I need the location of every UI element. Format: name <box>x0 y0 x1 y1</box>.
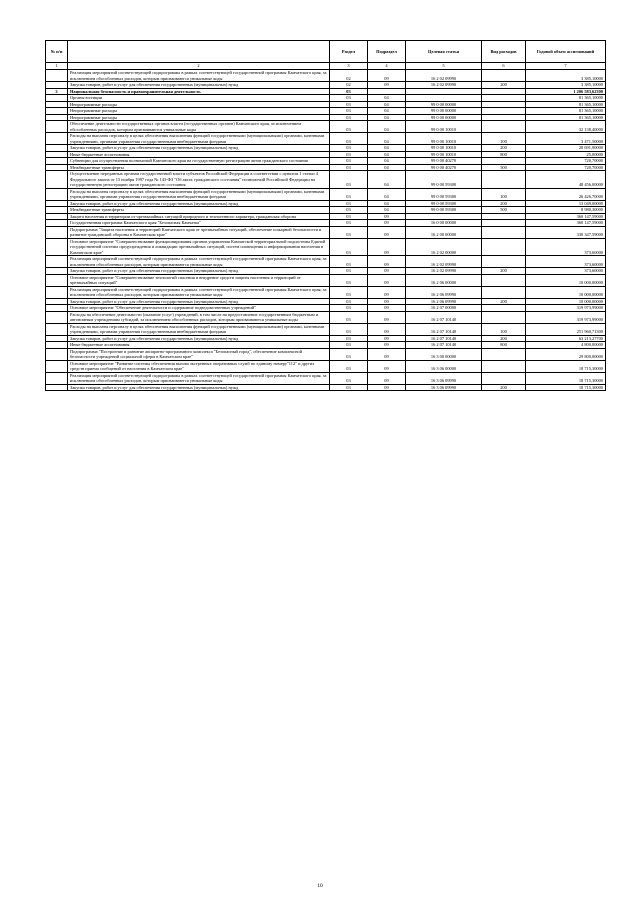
row-amount-cell: 360 147,59000 <box>526 213 606 220</box>
row-number-cell: 3 <box>46 88 68 95</box>
row-subsection-cell: 04 <box>368 101 406 108</box>
row-name-cell: Непрограммные расходы <box>68 114 330 121</box>
row-section-cell: 02 <box>330 70 368 82</box>
budget-table-sheet <box>45 40 605 391</box>
row-name-cell: Закупка товаров, работ и услуг для обеспечения государственных (муниципальных) нужд <box>68 145 330 152</box>
row-target-item-cell: 16 2 06 00000 <box>406 274 482 286</box>
table-row <box>46 70 606 82</box>
row-expense-type-cell <box>482 286 526 298</box>
row-target-item-cell: 99 0 00 00000 <box>406 101 482 108</box>
row-section-cell: 03 <box>330 342 368 349</box>
table-row <box>46 384 606 391</box>
row-subsection-cell: 04 <box>368 151 406 158</box>
row-expense-type-cell: 200 <box>482 298 526 305</box>
row-amount-cell: 63 213,27700 <box>526 335 606 342</box>
row-section-cell: 03 <box>330 384 368 391</box>
row-subsection-cell: 09 <box>368 311 406 323</box>
row-number-cell <box>46 121 68 133</box>
row-amount-cell: 81 365,10000 <box>526 101 606 108</box>
row-number-cell <box>46 348 68 360</box>
row-section-cell: 02 <box>330 82 368 89</box>
row-target-item-cell: 16 2 06 09990 <box>406 286 482 298</box>
row-subsection-cell: 04 <box>368 114 406 121</box>
row-expense-type-cell <box>482 360 526 372</box>
row-expense-type-cell: 100 <box>482 133 526 145</box>
row-amount-cell: 81 365,10000 <box>526 95 606 102</box>
row-expense-type-cell: 500 <box>482 207 526 214</box>
table-header-row <box>46 41 606 63</box>
row-target-item-cell: 16 3 06 09990 <box>406 384 482 391</box>
row-expense-type-cell <box>482 311 526 323</box>
row-subsection-cell: 04 <box>368 121 406 133</box>
row-number-cell <box>46 171 68 189</box>
row-section-cell: 03 <box>330 133 368 145</box>
row-amount-cell: 373,60000 <box>526 238 606 256</box>
row-expense-type-cell: 200 <box>482 200 526 207</box>
table-row <box>46 226 606 238</box>
row-name-cell: Обеспечение деятельности государственных органов власти (государственных органов) Камчатского края, за исключением обособленных расходов, которым присваиваются уникальные коды <box>68 121 330 133</box>
row-section-cell: 03 <box>330 305 368 312</box>
row-expense-type-cell: 200 <box>482 335 526 342</box>
page-number: 10 <box>317 883 323 889</box>
column-number: 7 <box>526 63 606 70</box>
row-section-cell: 03 <box>330 238 368 256</box>
row-subsection-cell: 04 <box>368 158 406 165</box>
row-expense-type-cell: 100 <box>482 188 526 200</box>
row-section-cell: 03 <box>330 311 368 323</box>
row-name-cell: Расходы на обеспечение деятельности (оказание услуг) учреждений, в том числе на предоставление государственным бюджетным и автономным учреждениям субсидий, за исключением обособленных расходов, которым присваиваются уникальные коды <box>68 311 330 323</box>
row-amount-cell: 3 385,10000 <box>526 82 606 89</box>
row-subsection-cell: 09 <box>368 323 406 335</box>
table-row <box>46 360 606 372</box>
row-amount-cell: 18 715,30000 <box>526 360 606 372</box>
row-expense-type-cell: 200 <box>482 82 526 89</box>
row-section-cell: 03 <box>330 121 368 133</box>
row-name-cell: Государственная программа Камчатского края "Безопасная Камчатка" <box>68 220 330 227</box>
row-section-cell: 03 <box>330 323 368 335</box>
row-amount-cell: 373,60000 <box>526 268 606 275</box>
row-expense-type-cell <box>482 348 526 360</box>
row-name-cell: Расходы на выплаты персоналу в целях обеспечения выполнения функций государственными (муниципальными) органами, казенными учреждениями, органами управления государственными внебюджетными фондами <box>68 133 330 145</box>
row-target-item-cell: 16 2 02 09990 <box>406 70 482 82</box>
row-name-cell: Подпрограмма "Построение и развитие аппаратно-программного комплекса "Безопасный город", обеспечение комплексной безопасности учреждений социальной сферы в Камчатском крае" <box>68 348 330 360</box>
row-target-item-cell: 99 0 00 40270 <box>406 158 482 165</box>
row-name-cell: Расходы на выплаты персоналу в целях обеспечения выполнения функций государственными (муниципальными) органами, казенными учреждениями, органами управления государственными внебюджетными фондами <box>68 323 330 335</box>
column-number: 2 <box>68 63 330 70</box>
row-name-cell: Национальная безопасность и правоохранительная деятельность <box>68 88 330 95</box>
row-amount-cell: 4 800,00000 <box>526 342 606 349</box>
row-subsection-cell: 04 <box>368 164 406 171</box>
row-section-cell: 03 <box>330 171 368 189</box>
row-amount-cell: 319 973,99000 <box>526 305 606 312</box>
row-target-item-cell: 16 2 07 00000 <box>406 305 482 312</box>
row-target-item-cell: 99 0 00 40270 <box>406 164 482 171</box>
row-subsection-cell: 04 <box>368 108 406 115</box>
row-amount-cell: 3 385,10000 <box>526 70 606 82</box>
row-subsection-cell: 09 <box>368 305 406 312</box>
row-subsection-cell: 09 <box>368 360 406 372</box>
row-name-cell: Защита населения и территории от чрезвычайных ситуаций природного и техногенного характера, гражданская оборона <box>68 213 330 220</box>
row-amount-cell: 330 347,59000 <box>526 226 606 238</box>
row-expense-type-cell <box>482 171 526 189</box>
row-target-item-cell: 16 2 02 09990 <box>406 82 482 89</box>
row-amount-cell: 319 973,99000 <box>526 311 606 323</box>
table-row <box>46 188 606 200</box>
row-name-cell: Реализация мероприятий соответствующей подпрограммы в рамках соответствующей государственной программы Камчатского края, за исключением обособленных расходов, которым присваиваются уникальные коды <box>68 372 330 384</box>
row-section-cell: 03 <box>330 200 368 207</box>
row-target-item-cell: 99 0 00 59300 <box>406 171 482 189</box>
row-name-cell: Основное мероприятие "Совершенствование функционирования органов управления Камчатской территориальной подсистемы Единой государственной системы предупреждения и ликвидации чрезвычайных ситуаций, систем оповещения и информирования населения в Камчатском крае" <box>68 238 330 256</box>
row-number-cell <box>46 311 68 323</box>
row-expense-type-cell <box>482 238 526 256</box>
row-name-cell: Органы юстиции <box>68 95 330 102</box>
row-number-cell <box>46 226 68 238</box>
row-expense-type-cell <box>482 372 526 384</box>
row-name-cell: Межбюджетные трансферты <box>68 207 330 214</box>
column-header: Целевая статья <box>406 41 482 63</box>
row-number-cell <box>46 323 68 335</box>
row-amount-cell: 10 000,00000 <box>526 286 606 298</box>
row-name-cell: Основное мероприятие "Обеспечение деятельности и содержание подведомственных учреждений" <box>68 305 330 312</box>
row-amount-cell: 81 365,10000 <box>526 114 606 121</box>
row-subsection-cell: 09 <box>368 256 406 268</box>
row-subsection-cell: 09 <box>368 298 406 305</box>
row-subsection-cell: 04 <box>368 133 406 145</box>
row-amount-cell: 10 000,00000 <box>526 274 606 286</box>
row-subsection-cell: 09 <box>368 274 406 286</box>
column-header: Подраздел <box>368 41 406 63</box>
row-section-cell: 03 <box>330 220 368 227</box>
column-header: Годовой объем ассигнований <box>526 41 606 63</box>
row-target-item-cell: 99 0 00 10010 <box>406 145 482 152</box>
row-amount-cell: 26 426,70000 <box>526 188 606 200</box>
row-section-cell: 03 <box>330 372 368 384</box>
row-section-cell: 03 <box>330 108 368 115</box>
table-row <box>46 311 606 323</box>
row-amount-cell: 373,60000 <box>526 256 606 268</box>
row-name-cell: Непрограммные расходы <box>68 108 330 115</box>
row-subsection-cell: 04 <box>368 171 406 189</box>
row-name-cell: Расходы на выплаты персоналу в целях обеспечения выполнения функций государственными (муниципальными) органами, казенными учреждениями, органами управления государственными внебюджетными фондами <box>68 188 330 200</box>
row-name-cell: Осуществление переданных органам государственной власти субъектов Российской Федерации в соответствии с пунктом 1 статьи 4 Федерального закона от 15 ноября 1997 года № 143-ФЗ "Об актах гражданского состояния" полномочий Российской Федерации на государственную регистрацию актов гражданского состояния <box>68 171 330 189</box>
row-number-cell <box>46 133 68 145</box>
row-name-cell: Подпрограмма "Защита населения и территорий Камчатского края от чрезвычайных ситуаций, обеспечение пожарной безопасности и развитие гражданской обороны в Камчатском крае" <box>68 226 330 238</box>
row-target-item-cell: 99 0 00 59300 <box>406 200 482 207</box>
row-subsection-cell: 09 <box>368 384 406 391</box>
table-row <box>46 238 606 256</box>
row-section-cell: 03 <box>330 360 368 372</box>
row-expense-type-cell: 500 <box>482 164 526 171</box>
table-row <box>46 348 606 360</box>
row-amount-cell: 10 000,00000 <box>526 298 606 305</box>
row-subsection-cell: 04 <box>368 200 406 207</box>
row-target-item-cell: 16 2 07 10140 <box>406 311 482 323</box>
row-number-cell <box>46 238 68 256</box>
row-section-cell: 03 <box>330 207 368 214</box>
row-target-item-cell: 99 0 00 00000 <box>406 108 482 115</box>
column-number: 4 <box>368 63 406 70</box>
row-amount-cell: 360 147,59000 <box>526 220 606 227</box>
row-section-cell: 03 <box>330 274 368 286</box>
row-section-cell: 03 <box>330 213 368 220</box>
row-expense-type-cell <box>482 256 526 268</box>
row-section-cell: 03 <box>330 101 368 108</box>
row-expense-type-cell <box>482 70 526 82</box>
table-row <box>46 121 606 133</box>
row-amount-cell: 3 471,50000 <box>526 133 606 145</box>
row-expense-type-cell <box>482 226 526 238</box>
row-amount-cell: 32 138,40000 <box>526 121 606 133</box>
table-row <box>46 286 606 298</box>
row-amount-cell: 8 980,30000 <box>526 207 606 214</box>
row-subsection-cell: 09 <box>368 238 406 256</box>
row-expense-type-cell <box>482 121 526 133</box>
column-number: 5 <box>406 63 482 70</box>
row-name-cell: Закупка товаров, работ и услуг для обеспечения государственных (муниципальных) нужд <box>68 298 330 305</box>
column-number-row <box>46 63 606 70</box>
row-amount-cell: 28 691,90000 <box>526 145 606 152</box>
row-target-item-cell: 16 3 06 00000 <box>406 360 482 372</box>
row-amount-cell: 29 800,00000 <box>526 348 606 360</box>
row-subsection-cell: 04 <box>368 145 406 152</box>
row-name-cell: Закупка товаров, работ и услуг для обеспечения государственных (муниципальных) нужд <box>68 268 330 275</box>
row-number-cell <box>46 274 68 286</box>
row-expense-type-cell: 800 <box>482 151 526 158</box>
row-subsection-cell: 09 <box>368 70 406 82</box>
row-name-cell: Закупка товаров, работ и услуг для обеспечения государственных (муниципальных) нужд <box>68 200 330 207</box>
row-subsection-cell: 04 <box>368 207 406 214</box>
column-number: 3 <box>330 63 368 70</box>
table-body <box>46 70 606 391</box>
row-target-item-cell: 16 3 00 00000 <box>406 348 482 360</box>
row-name-cell: Реализация мероприятий соответствующей подпрограммы в рамках соответствующей государственной программы Камчатского края, за исключением обособленных расходов, которым присваиваются уникальные коды <box>68 70 330 82</box>
row-expense-type-cell: 200 <box>482 268 526 275</box>
row-amount-cell: 720,70000 <box>526 164 606 171</box>
table-row <box>46 323 606 335</box>
row-expense-type-cell: 200 <box>482 145 526 152</box>
row-subsection-cell: 09 <box>368 82 406 89</box>
row-amount-cell: 18 715,30000 <box>526 384 606 391</box>
row-subsection-cell: 09 <box>368 220 406 227</box>
row-subsection-cell: 09 <box>368 342 406 349</box>
row-section-cell: 03 <box>330 114 368 121</box>
row-number-cell <box>46 70 68 82</box>
row-target-item-cell: 16 2 00 00000 <box>406 226 482 238</box>
row-number-cell <box>46 360 68 372</box>
row-subsection-cell: 09 <box>368 213 406 220</box>
row-subsection-cell: 09 <box>368 226 406 238</box>
row-name-cell: Закупка товаров, работ и услуг для обеспечения государственных (муниципальных) нужд <box>68 82 330 89</box>
row-section-cell: 03 <box>330 88 368 95</box>
row-section-cell: 03 <box>330 348 368 360</box>
row-target-item-cell: 16 2 07 10140 <box>406 342 482 349</box>
row-target-item-cell: 16 2 07 10140 <box>406 323 482 335</box>
row-target-item-cell: 99 0 00 10010 <box>406 121 482 133</box>
row-expense-type-cell: 100 <box>482 323 526 335</box>
row-section-cell: 03 <box>330 95 368 102</box>
row-target-item-cell: 16 2 06 09990 <box>406 298 482 305</box>
row-number-cell <box>46 384 68 391</box>
row-target-item-cell: 16 2 02 00000 <box>406 238 482 256</box>
row-section-cell: 03 <box>330 256 368 268</box>
row-target-item-cell: 16 0 00 00000 <box>406 220 482 227</box>
row-target-item-cell: 99 0 00 10010 <box>406 151 482 158</box>
row-amount-cell: 18 715,30000 <box>526 372 606 384</box>
row-target-item-cell: 99 0 00 59300 <box>406 188 482 200</box>
row-subsection-cell: 09 <box>368 268 406 275</box>
column-header: № п/п <box>46 41 68 63</box>
row-name-cell: Основное мероприятие "Совершенствование технологий спасения и внедрение средств защиты населения и территорий от чрезвычайных ситуаций" <box>68 274 330 286</box>
row-name-cell: Субвенции для осуществления полномочий Камчатского края на государственную регистрацию актов гражданского состояния <box>68 158 330 165</box>
row-expense-type-cell: 800 <box>482 342 526 349</box>
budget-table <box>45 40 606 391</box>
column-number: 6 <box>482 63 526 70</box>
row-number-cell <box>46 286 68 298</box>
row-section-cell: 03 <box>330 158 368 165</box>
row-section-cell: 03 <box>330 335 368 342</box>
table-row <box>46 372 606 384</box>
row-section-cell: 03 <box>330 145 368 152</box>
column-header: Раздел <box>330 41 368 63</box>
row-subsection-cell: 09 <box>368 286 406 298</box>
table-row <box>46 171 606 189</box>
row-amount-cell: 251 960,71300 <box>526 323 606 335</box>
row-name-cell: Реализация мероприятий соответствующей подпрограммы в рамках соответствующей государственной программы Камчатского края, за исключением обособленных расходов, которым присваиваются уникальные коды <box>68 256 330 268</box>
row-name-cell: Непрограммные расходы <box>68 101 330 108</box>
row-amount-cell: 13 049,00000 <box>526 200 606 207</box>
row-section-cell: 03 <box>330 298 368 305</box>
row-name-cell: Межбюджетные трансферты <box>68 164 330 171</box>
row-name-cell: Закупка товаров, работ и услуг для обеспечения государственных (муниципальных) нужд <box>68 384 330 391</box>
row-number-cell <box>46 188 68 200</box>
row-amount-cell: 720,70000 <box>526 158 606 165</box>
row-amount-cell: 1 206 583,62300 <box>526 88 606 95</box>
row-number-cell <box>46 256 68 268</box>
row-expense-type-cell <box>482 274 526 286</box>
column-header: Вид расходов <box>482 41 526 63</box>
row-subsection-cell: 04 <box>368 95 406 102</box>
row-section-cell: 03 <box>330 164 368 171</box>
row-subsection-cell: 09 <box>368 372 406 384</box>
row-section-cell: 03 <box>330 151 368 158</box>
table-row <box>46 256 606 268</box>
row-name-cell: Иные бюджетные ассигнования <box>68 151 330 158</box>
row-name-cell: Реализация мероприятий соответствующей подпрограммы в рамках соответствующей государственной программы Камчатского края, за исключением обособленных расходов, которым присваиваются уникальные коды <box>68 286 330 298</box>
row-section-cell: 03 <box>330 226 368 238</box>
row-target-item-cell: 16 3 06 09990 <box>406 372 482 384</box>
row-target-item-cell: 99 0 00 00000 <box>406 114 482 121</box>
row-target-item-cell: 16 2 02 09990 <box>406 268 482 275</box>
table-row <box>46 133 606 145</box>
row-target-item-cell: 16 2 07 10140 <box>406 335 482 342</box>
row-subsection-cell: 04 <box>368 188 406 200</box>
row-target-item-cell: 99 0 00 59300 <box>406 207 482 214</box>
column-number: 1 <box>46 63 68 70</box>
row-target-item-cell: 99 0 00 10010 <box>406 133 482 145</box>
row-amount-cell: 81 365,10000 <box>526 108 606 115</box>
row-section-cell: 03 <box>330 286 368 298</box>
row-name-cell: Иные бюджетные ассигнования <box>68 342 330 349</box>
column-header <box>68 41 330 63</box>
row-section-cell: 03 <box>330 268 368 275</box>
row-name-cell: Закупка товаров, работ и услуг для обеспечения государственных (муниципальных) нужд <box>68 335 330 342</box>
row-section-cell: 03 <box>330 188 368 200</box>
row-subsection-cell: 09 <box>368 348 406 360</box>
row-expense-type-cell: 200 <box>482 384 526 391</box>
row-name-cell: Основное мероприятие "Развитие системы обеспечения вызова экстренных оперативных служб по единому номеру"112" и других средств приема сообщений от населения в Камчатском крае" <box>68 360 330 372</box>
row-subsection-cell: 09 <box>368 335 406 342</box>
row-target-item-cell: 16 2 02 09990 <box>406 256 482 268</box>
row-amount-cell: 48 456,00000 <box>526 171 606 189</box>
row-number-cell <box>46 372 68 384</box>
table-row <box>46 274 606 286</box>
row-amount-cell: 25,00000 <box>526 151 606 158</box>
